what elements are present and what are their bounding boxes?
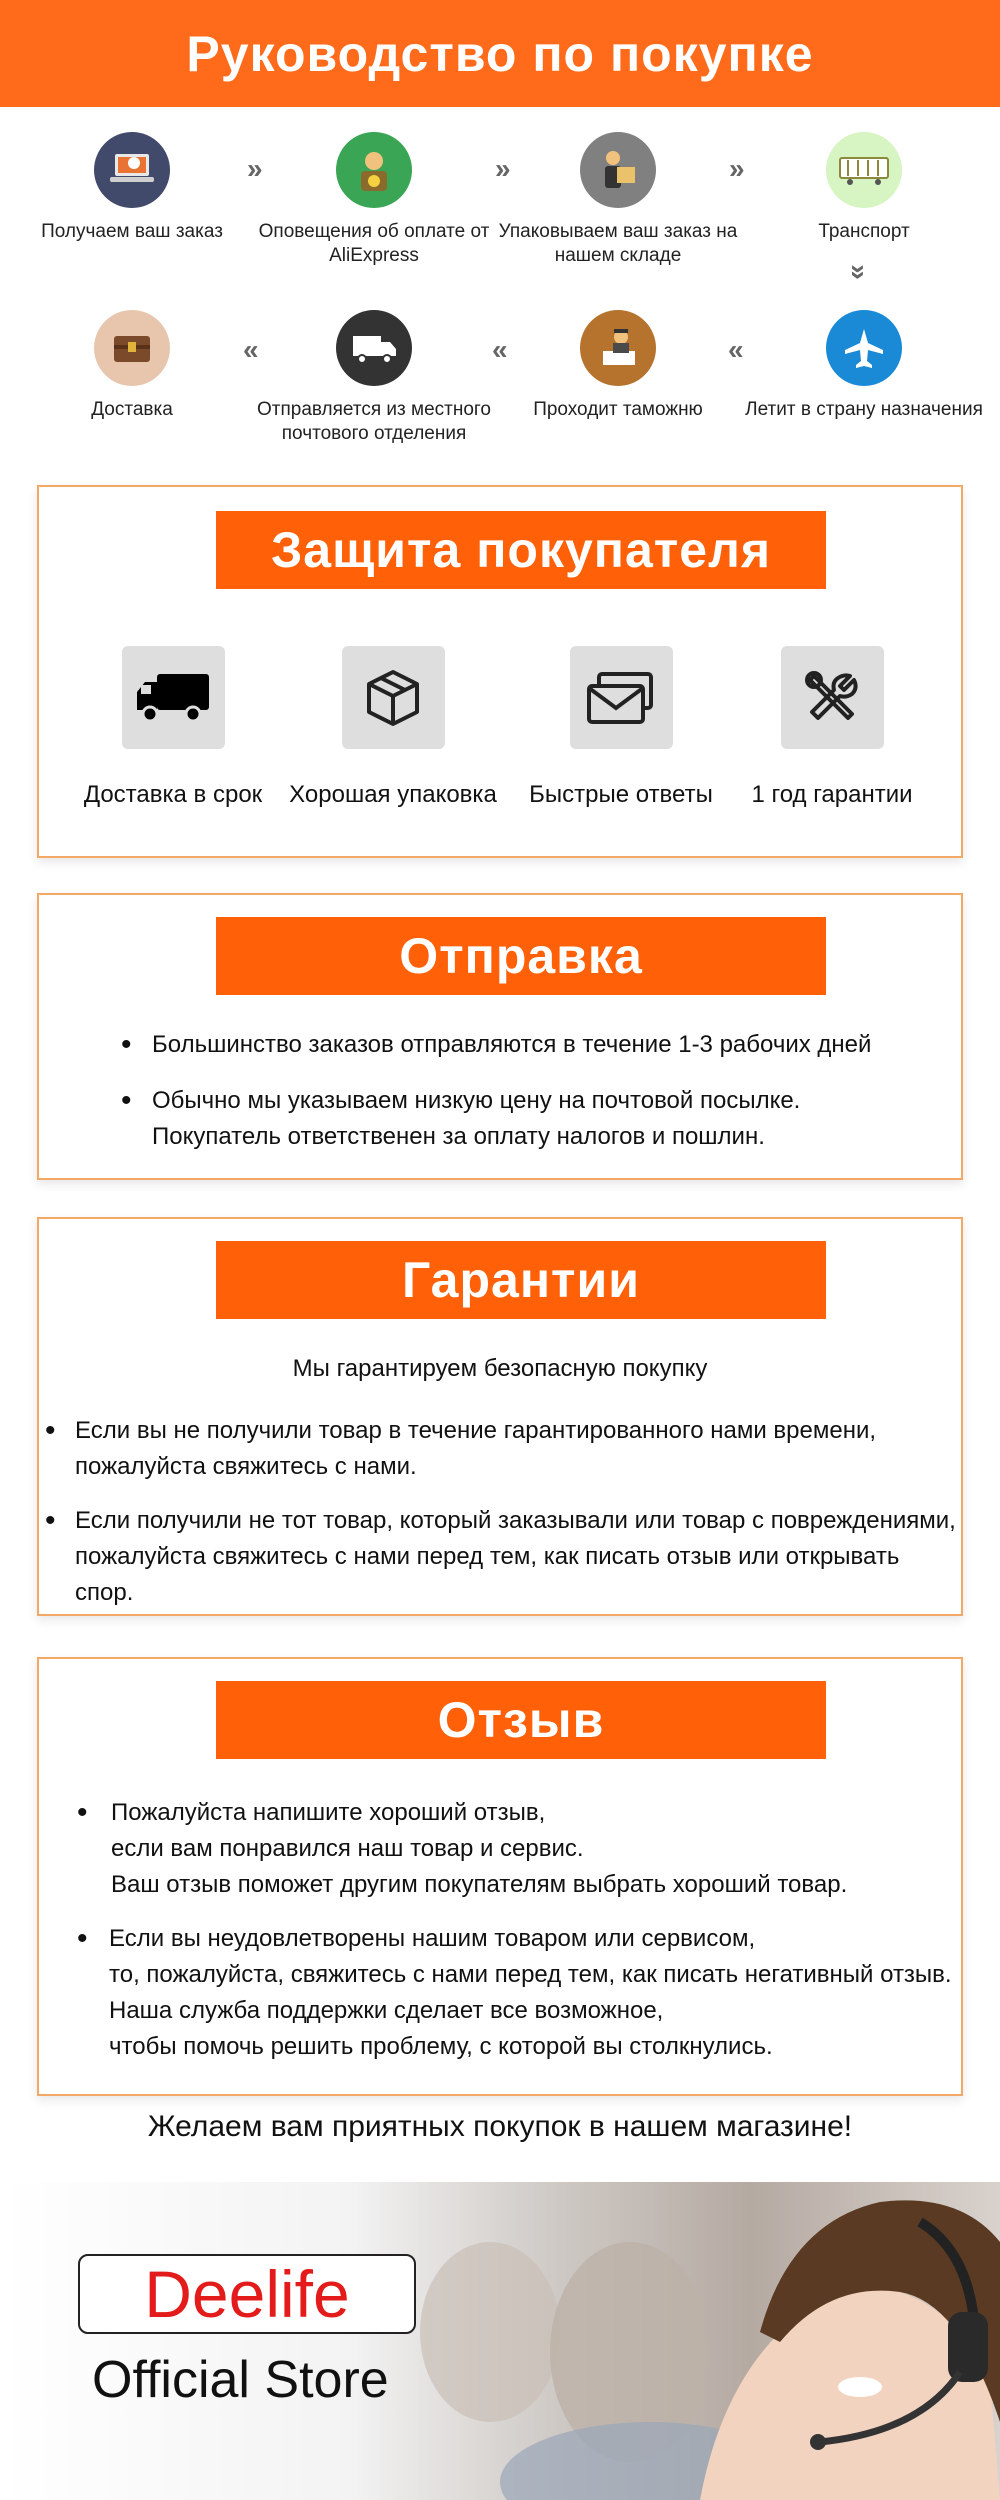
step-payment-notice (254, 132, 494, 268)
chevron-down-icon: » (843, 264, 875, 280)
brand-name: Deelife (144, 2257, 350, 2331)
feature-fast-replies (516, 646, 726, 809)
feature-on-time-delivery (68, 646, 278, 809)
brand-logo (78, 2254, 416, 2334)
step-label: Транспорт (818, 221, 910, 242)
step-label: Упаковываем ваш заказ на нашем складе (498, 221, 738, 266)
step-transport (744, 132, 984, 244)
truck-icon (336, 310, 412, 386)
section-title: Отзыв (216, 1681, 826, 1759)
guarantee-text-1b: пожалуйста свяжитесь с нами. (75, 1453, 417, 1480)
brand-banner (0, 2182, 1000, 2500)
feature-label: Хорошая упаковка (289, 781, 497, 808)
airplane-icon (826, 310, 902, 386)
guarantee-text-2b: пожалуйста свяжитесь с нами перед тем, как писать отзыв или открывать спор. (75, 1543, 900, 1606)
bullet-icon: • (77, 1922, 88, 1955)
feature-warranty (727, 646, 937, 809)
feature-label: 1 год гарантии (751, 781, 913, 808)
worker-box-icon (580, 132, 656, 208)
shipping-text-1: Большинство заказов отправляются в течение 1-3 рабочих дней (152, 1031, 872, 1058)
section-title: Защита покупателя (216, 511, 826, 589)
feedback-text-1b: если вам понравился наш товар и сервис. (111, 1835, 584, 1862)
closing-message: Желаем вам приятных покупок в нашем магазине! (147, 2110, 853, 2143)
step-customs (498, 310, 738, 422)
truck-icon (122, 646, 225, 749)
box-icon (342, 646, 445, 749)
bullet-icon: • (45, 1504, 56, 1537)
buyer-protection-section (37, 485, 963, 858)
feature-label: Быстрые ответы (529, 781, 713, 808)
feature-good-packaging (288, 646, 498, 809)
step-label: Оповещения об оплате от AliExpress (258, 221, 490, 266)
feedback-text-1a: Пожалуйста напишите хороший отзыв, (111, 1799, 546, 1826)
page-title: Руководство по покупке (186, 25, 814, 82)
step-label: Получаем ваш заказ (41, 221, 223, 242)
feedback-text-2a: Если вы неудовлетворены нашим товаром или сервисом, (109, 1925, 756, 1952)
customs-officer-icon (580, 310, 656, 386)
step-label: Отправляется из местного почтового отделения (256, 399, 491, 444)
chevron-right-icon: » (247, 153, 263, 184)
section-title: Отправка (216, 917, 826, 995)
feedback-text-2d: чтобы помочь решить проблему, с которой вы столкнулись. (109, 2033, 773, 2060)
support-agent-illustration (400, 2182, 1000, 2500)
shipping-section (37, 893, 963, 1180)
feedback-text-2b: то, пожалуйста, свяжитесь с нами перед тем, как писать негативный отзыв. (109, 1961, 952, 1988)
step-label: Проходит таможню (533, 399, 703, 420)
chevron-left-icon: « (728, 334, 744, 365)
feedback-text-1c: Ваш отзыв поможет другим покупателям выбрать хороший товар. (111, 1871, 848, 1898)
chevron-right-icon: » (495, 153, 511, 184)
chevron-left-icon: « (243, 334, 259, 365)
envelopes-icon (570, 646, 673, 749)
chevron-right-icon: » (729, 153, 745, 184)
package-icon (94, 310, 170, 386)
laptop-order-icon (94, 132, 170, 208)
bullet-icon: • (77, 1796, 88, 1829)
shipping-text-2a: Обычно мы указываем низкую цену на почтовой посылке. (152, 1087, 801, 1114)
section-title: Гарантии (216, 1241, 826, 1319)
step-packing (498, 132, 738, 268)
payment-person-icon (336, 132, 412, 208)
guarantee-text-1a: Если вы не получили товар в течение гарантированного нами времени, (75, 1417, 877, 1444)
step-receive-order (12, 132, 252, 244)
brand-subtitle: Official Store (92, 2351, 389, 2409)
bullet-icon: • (121, 1084, 132, 1117)
guarantee-section (37, 1217, 963, 1616)
tools-icon (781, 646, 884, 749)
chevron-left-icon: « (492, 334, 508, 365)
feedback-section (37, 1657, 963, 2096)
train-icon (826, 132, 902, 208)
step-local-post (254, 310, 494, 446)
step-label: Летит в страну назначения (745, 399, 983, 420)
step-flight (744, 310, 984, 422)
header-banner (0, 0, 1000, 107)
step-label: Доставка (91, 399, 173, 420)
step-delivery (12, 310, 252, 422)
shipping-text-2b: Покупатель ответственен за оплату налогов и пошлин. (152, 1123, 765, 1150)
guarantee-intro: Мы гарантируем безопасную покупку (292, 1355, 708, 1382)
bullet-icon: • (45, 1414, 56, 1447)
bullet-icon: • (121, 1028, 132, 1061)
guarantee-text-2a: Если получили не тот товар, который заказывали или товар с повреждениями, (75, 1507, 956, 1534)
feedback-text-2c: Наша служба поддержки сделает все возможное, (109, 1997, 664, 2024)
feature-label: Доставка в срок (83, 781, 263, 808)
